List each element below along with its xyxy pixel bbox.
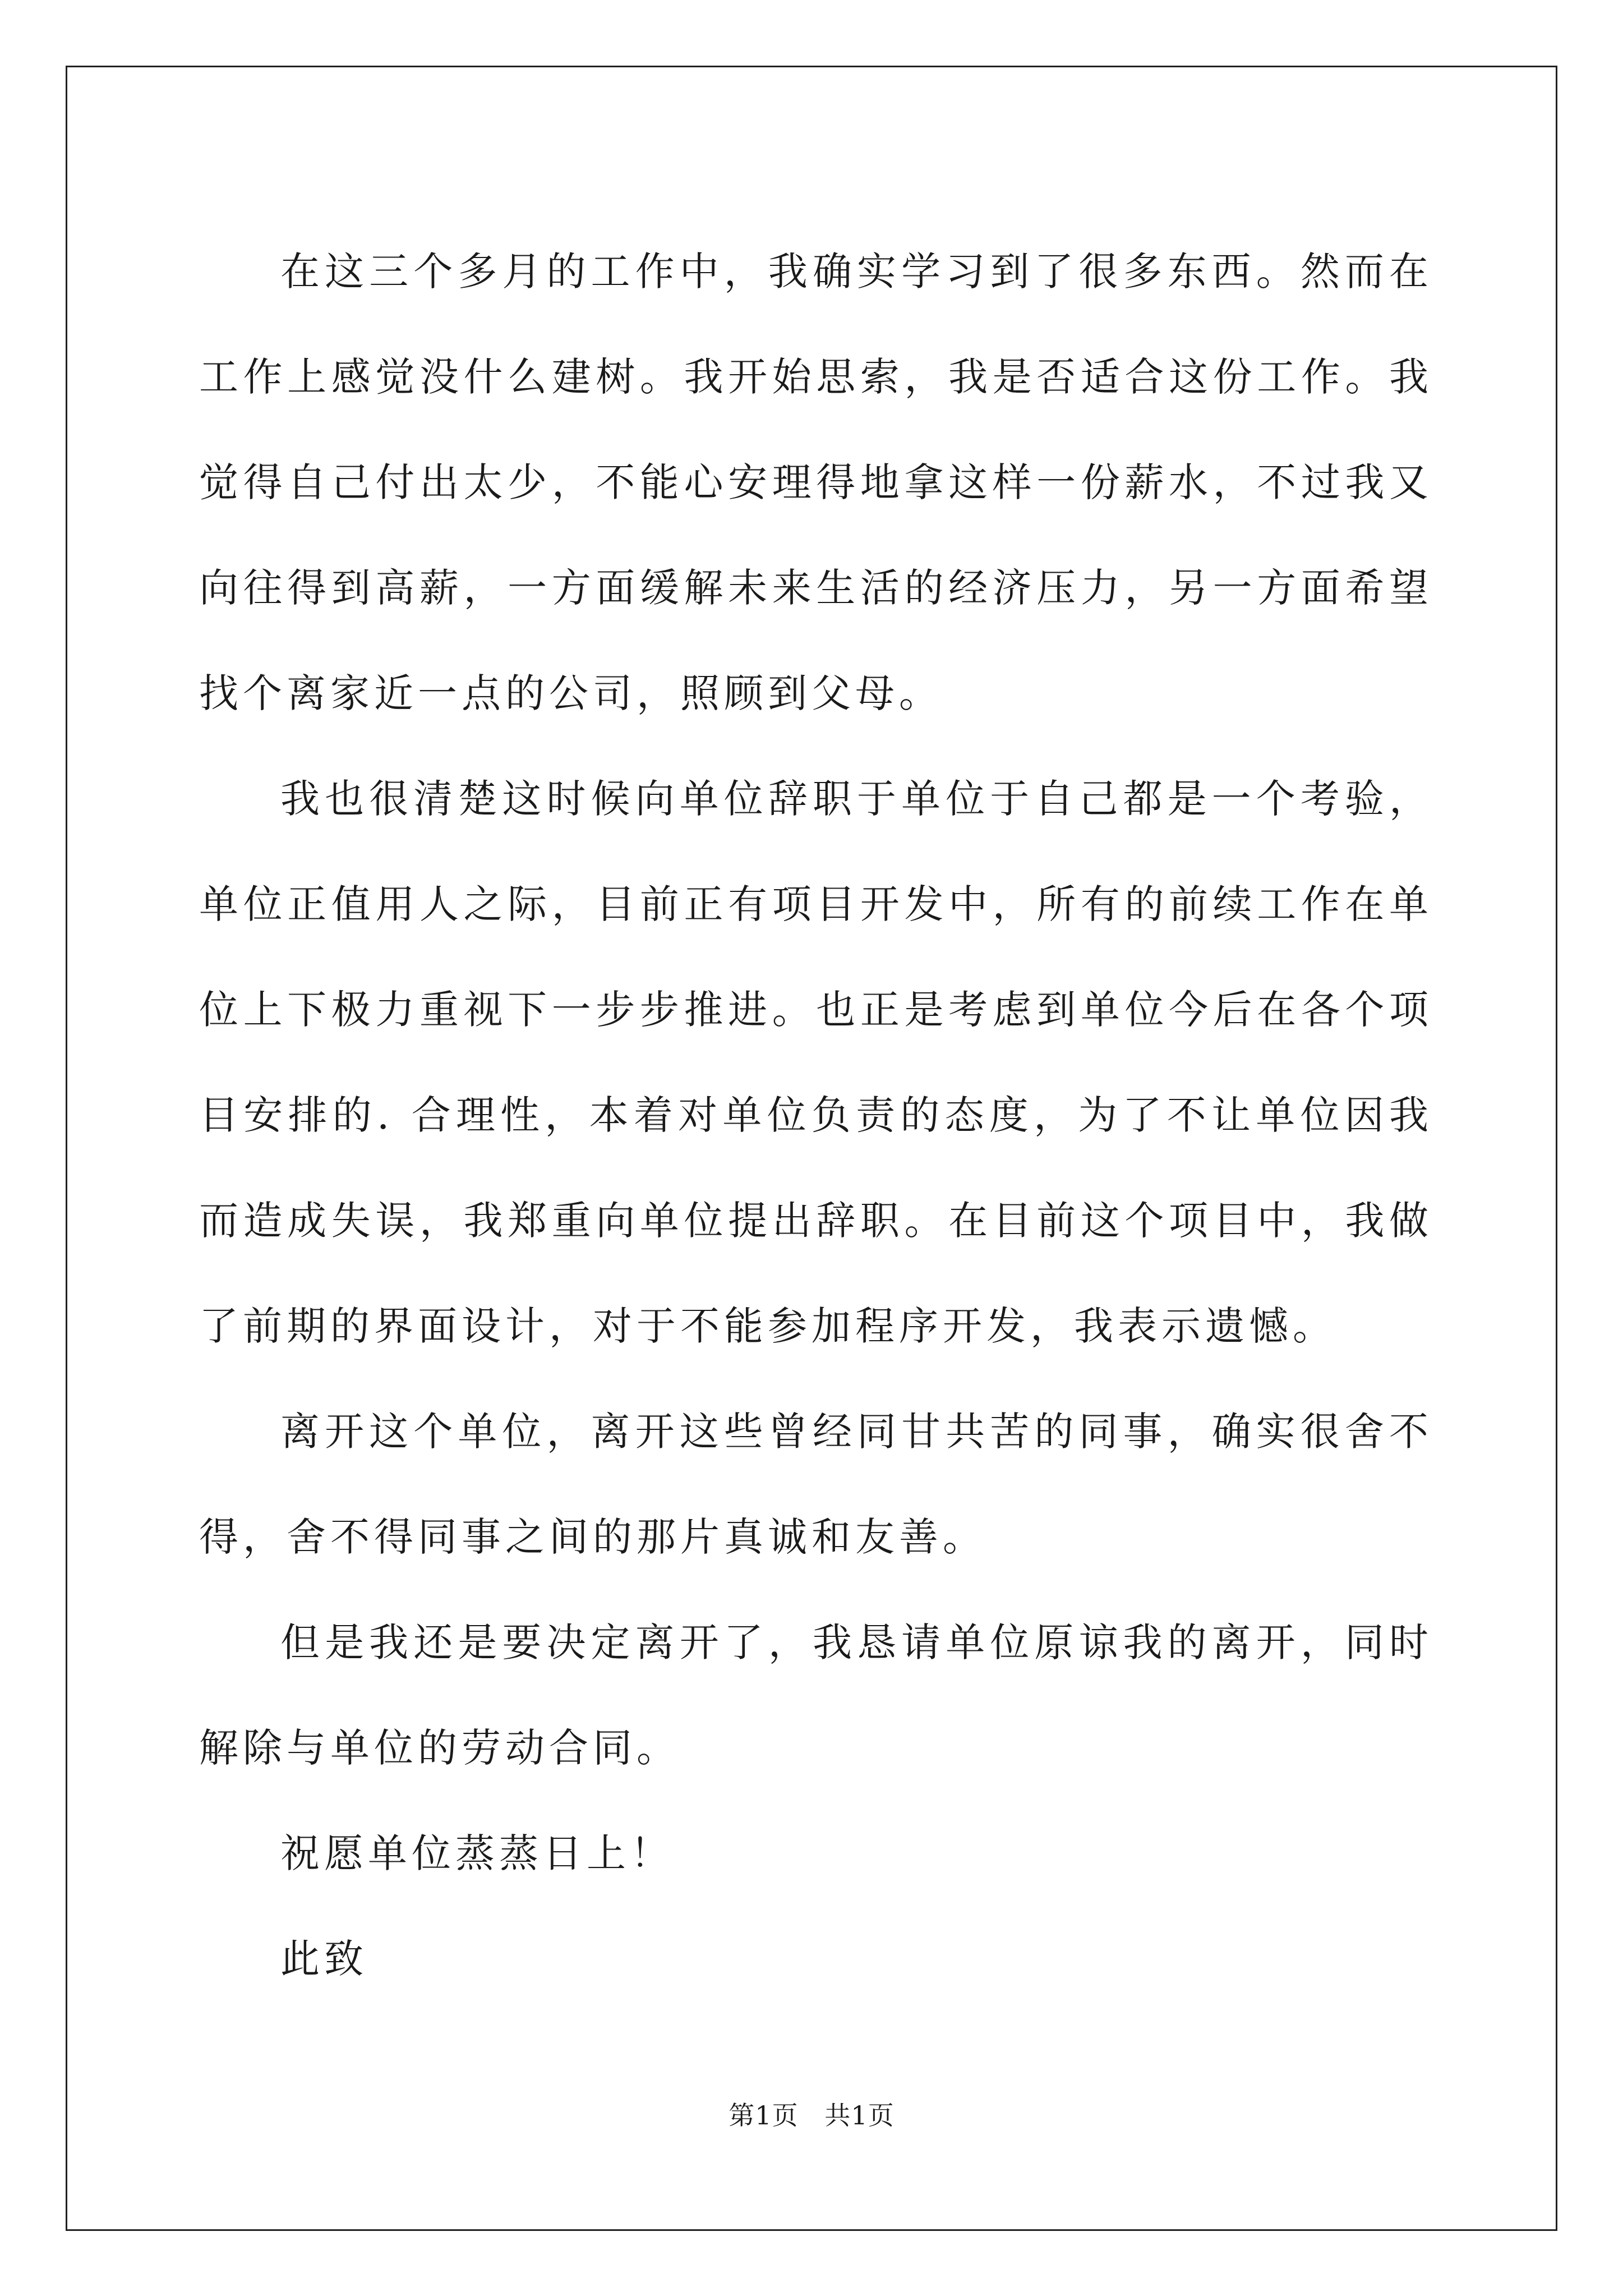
paragraph: 在这三个多月的工作中，我确实学习到了很多东西。然而在工作上感觉没什么建树。我开始思索，我是否适合这份工作。我觉得自己付出太少，不能心安理得地拿这样一份薪水，不过我又向往得到高薪，一方面缓解未来生活的经济压力，另一方面希望找个离家近一点的公司，照顾到父母。	[199, 249, 1433, 716]
closing-wish: 祝愿单位蒸蒸日上！	[280, 1830, 674, 1876]
paragraph: 我也很清楚这时候向单位辞职于单位于自己都是一个考验，单位正值用人之际，目前正有项目开发中，所有的前续工作在单位上下极力重视下一步步推进。也正是考虑到单位今后在各个项目安排的. 合理性，本着对单位负责的态度，为了不让单位因我而造成失误，我郑重向单位提出辞职。在目前这个项目中，我做了前期的界面设计，对于不能参加程序开发，我表示遗憾。	[199, 776, 1433, 1349]
paragraph: 但是我还是要决定离开了，我恳请单位原谅我的离开，同时解除与单位的劳动合同。	[199, 1619, 1433, 1771]
paragraph: 离开这个单位，离开这些曾经同甘共苦的同事，确实很舍不得，舍不得同事之间的那片真诚和友善。	[199, 1409, 1433, 1560]
page-footer: 第1页 共1页	[728, 2100, 895, 2131]
salutation: 此致	[280, 1936, 368, 1982]
document-body	[199, 219, 1433, 2012]
